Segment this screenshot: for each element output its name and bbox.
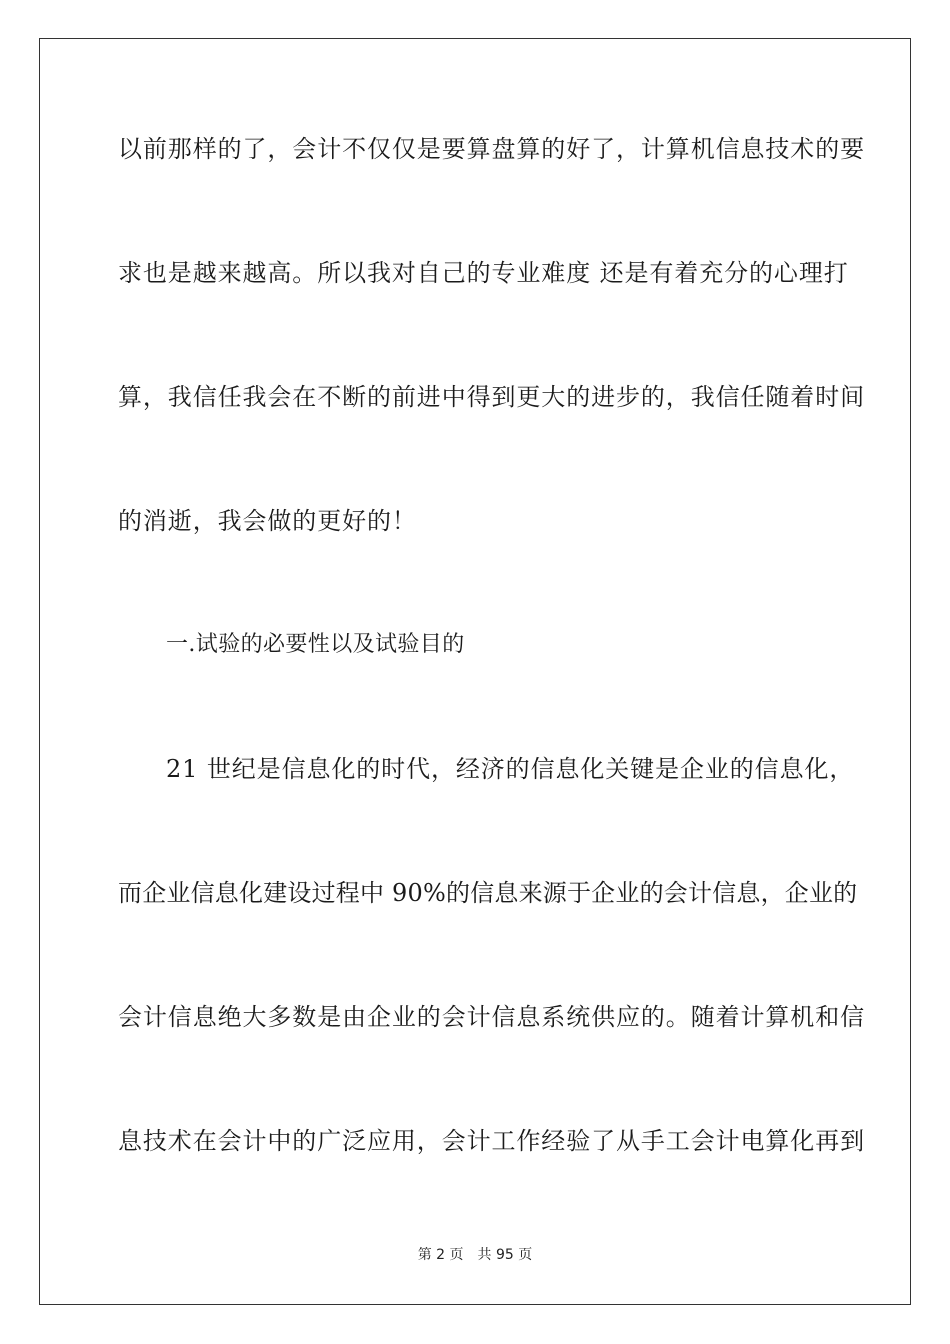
paragraph-line: 息技术在会计中的广泛应用，会计工作经验了从手工会计电算化再到	[118, 1127, 865, 1155]
page-total: 共 95 页	[477, 1247, 533, 1263]
paragraph-line: 以前那样的了，会计不仅仅是要算盘算的好了，计算机信息技术的要	[118, 135, 865, 163]
page-number: 第 2 页	[417, 1247, 464, 1263]
paragraph-line: 21 世纪是信息化的时代，经济的信息化关键是企业的信息化，	[166, 755, 855, 783]
paragraph-line: 会计信息绝大多数是由企业的会计信息系统供应的。随着计算机和信	[118, 1003, 865, 1031]
page-footer	[0, 1246, 950, 1264]
paragraph-line: 算，我信任我会在不断的前进中得到更大的进步的，我信任随着时间	[118, 383, 865, 411]
paragraph-line: 求也是越来越高。所以我对自己的专业难度 还是有着充分的心理打	[118, 259, 849, 287]
paragraph-line: 的消逝，我会做的更好的！	[118, 507, 417, 535]
section-heading: 一.试验的必要性以及试验目的	[166, 632, 465, 657]
page-border	[39, 38, 911, 1305]
paragraph-line: 而企业信息化建设过程中 90%的信息来源于企业的会计信息，企业的	[118, 879, 858, 907]
